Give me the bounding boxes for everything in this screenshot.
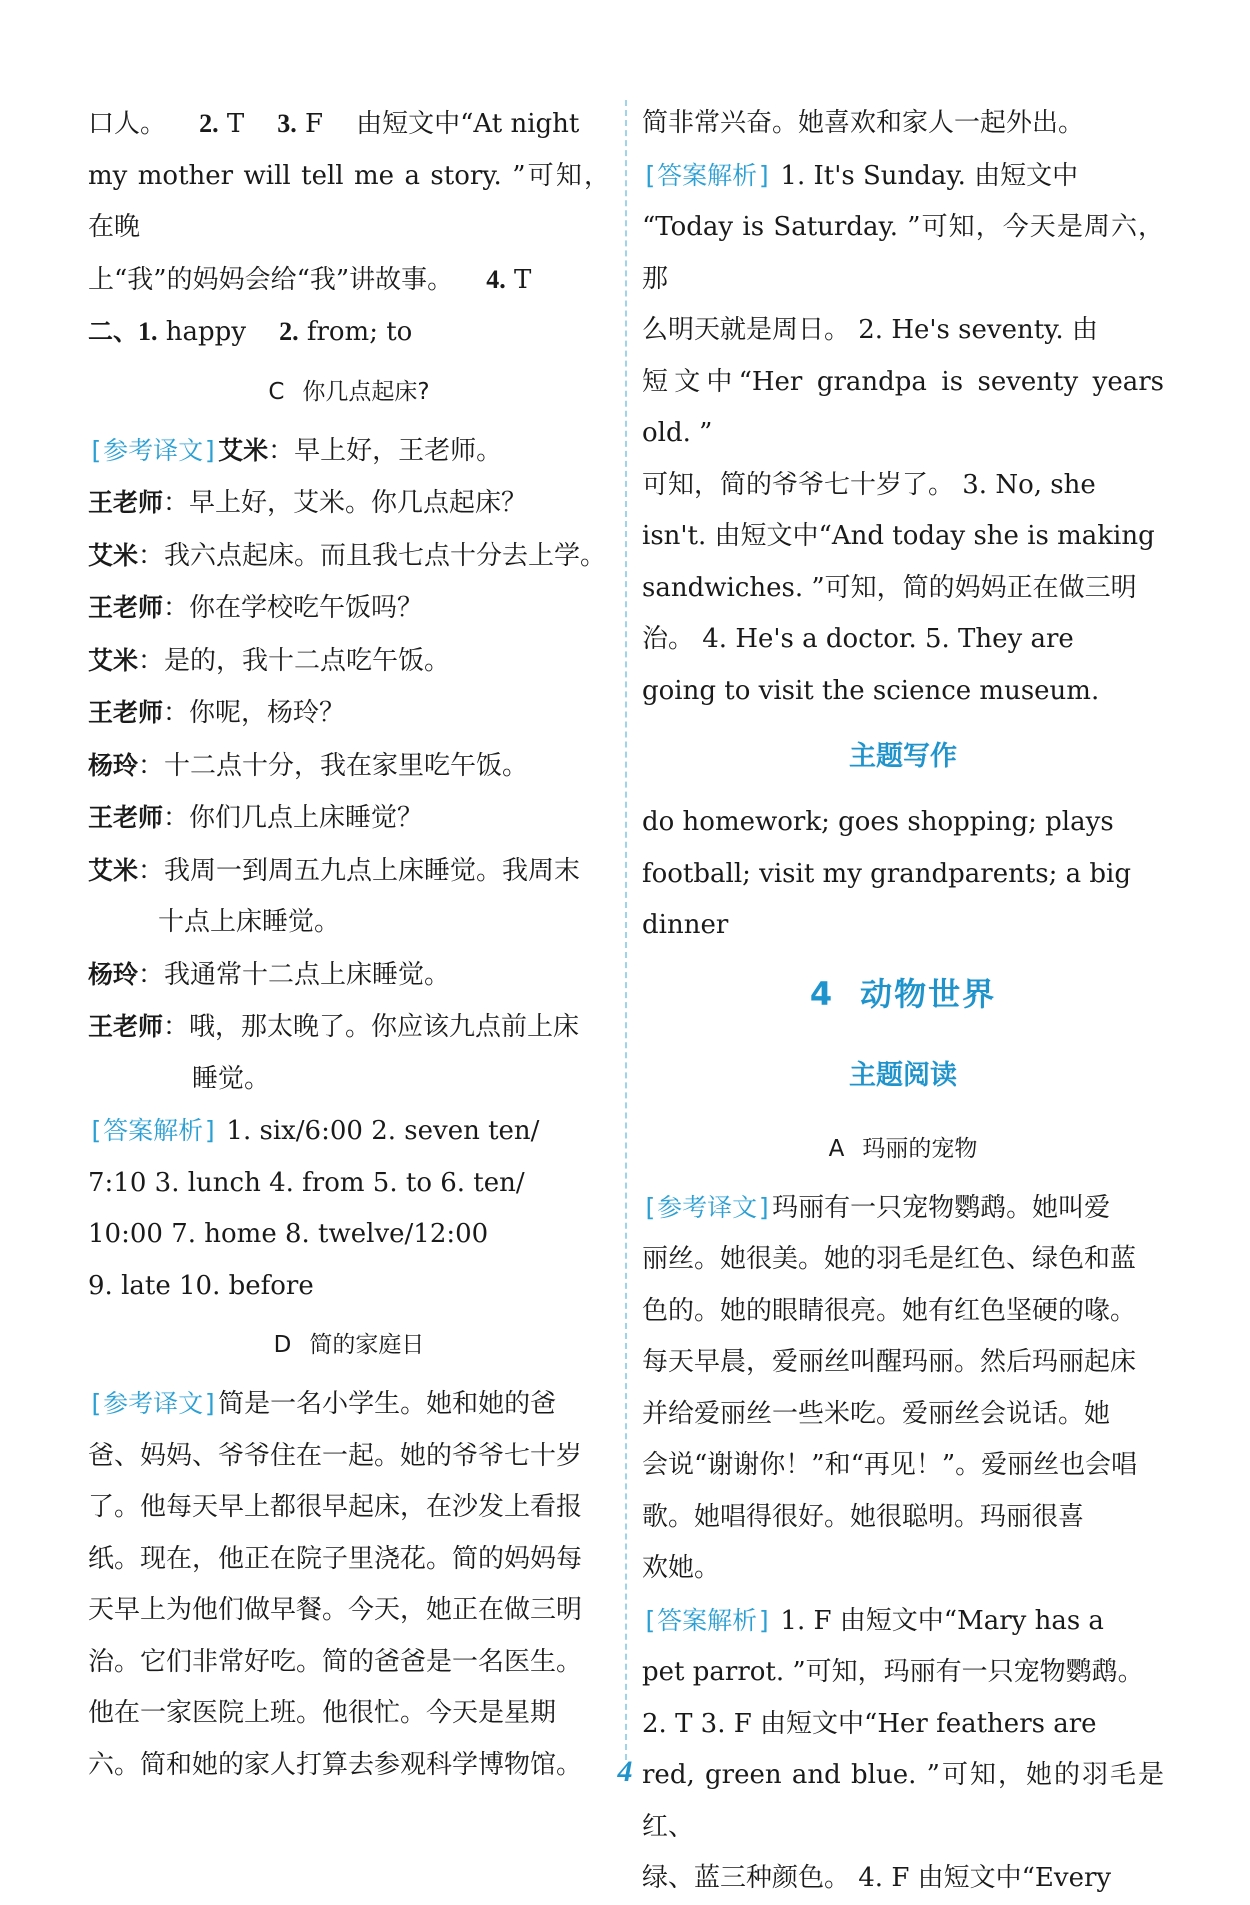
- writing-line: dinner: [642, 910, 729, 940]
- writing-line: do homework; goes shopping; plays: [642, 807, 1114, 837]
- dialog-line: 艾米：我六点起床。而且我七点十分去上学。: [88, 540, 607, 571]
- answer-line: 10:00 7. home 8. twelve/12:00: [88, 1219, 489, 1249]
- dialog-line: 艾米：是的，我十二点吃午饭。: [88, 645, 451, 676]
- section-d-title: D 简的家庭日: [273, 1332, 425, 1358]
- answer-analysis-tag: [答案解析]: [642, 160, 773, 190]
- section-c-title: C 你几点起床?: [268, 378, 430, 405]
- answer-line: 治。 4. He's a doctor. 5. They are: [642, 624, 1074, 654]
- translation-line: 爸、妈妈、爷爷住在一起。她的爷爷七十岁: [88, 1440, 583, 1471]
- translation-line: 简非常兴奋。她喜欢和家人一起外出。: [642, 108, 1085, 138]
- right-column: [642, 98, 1164, 1905]
- reference-translation-tag: [参考译文]: [88, 435, 219, 465]
- answer-line: 绿、蓝三种颜色。 4. F 由短文中“Every: [642, 1863, 1112, 1893]
- dialog-line: 杨玲：我通常十二点上床睡觉。: [88, 959, 451, 990]
- translation-line: 丽丝。她很美。她的羽毛是红色、绿色和蓝: [642, 1244, 1137, 1274]
- answer-line: 上“我”的妈妈会给“我”讲故事。 4. T: [88, 264, 532, 295]
- dialog-line: 王老师：你们几点上床睡觉？: [88, 803, 424, 833]
- translation-line: [参考译文]简是一名小学生。她和她的爸: [88, 1389, 557, 1419]
- dialog-line: 王老师：哦，那太晚了。你应该九点前上床: [88, 1012, 580, 1042]
- translation-line: 他在一家医院上班。他很忙。今天是星期: [88, 1698, 557, 1728]
- reference-translation-tag: [参考译文]: [88, 1389, 219, 1418]
- answer-line: [答案解析] 1. six/6:00 2. seven ten/: [88, 1116, 540, 1146]
- dialog-continuation: 睡觉。: [192, 1063, 271, 1094]
- translation-line: 纸。现在，他正在院子里浇花。简的妈妈每: [88, 1543, 583, 1574]
- dialog-line: 王老师：你在学校吃午饭吗？: [88, 593, 424, 623]
- answer-line: red, green and blue. ”可知，她的羽毛是红、: [642, 1760, 1164, 1842]
- answer-line: isn't. 由短文中“And today she is making: [642, 521, 1155, 551]
- translation-line: 六。简和她的家人打算去参观科学博物馆。: [88, 1749, 583, 1780]
- answer-line: 可知，简的爷爷七十岁了。 3. No, she: [642, 469, 1096, 500]
- translation-line: 欢她。: [642, 1553, 721, 1583]
- dialog-line: [参考译文]艾米：早上好，王老师。: [88, 435, 503, 466]
- answer-line: my mother will tell me a story. ”可知，在晚: [88, 160, 610, 242]
- part-two-answers: 二、1. happy 2. from; to: [88, 317, 413, 347]
- translation-line: 色的。她的眼睛很亮。她有红色坚硬的喙。: [642, 1295, 1137, 1326]
- writing-line: football; visit my grandparents; a big: [642, 858, 1132, 889]
- reading-heading: 主题阅读: [849, 1059, 957, 1091]
- answer-analysis-tag: [答案解析]: [88, 1116, 219, 1145]
- unit-heading: 4 动物世界: [809, 974, 997, 1013]
- translation-line: 歌。她唱得很好。她很聪明。玛丽很喜: [642, 1501, 1085, 1532]
- translation-line: 天早上为他们做早餐。今天，她正在做三明: [88, 1595, 583, 1625]
- translation-line: 治。它们非常好吃。简的爸爸是一名医生。: [88, 1646, 583, 1677]
- dialog-line: 王老师：你呢，杨玲？: [88, 698, 346, 728]
- answer-line: 口人。 2. T 3. F 由短文中“At night: [88, 109, 580, 139]
- translation-line: [参考译文]玛丽有一只宠物鹦鹉。她叫爱: [642, 1192, 1111, 1223]
- section-a-title: A 玛丽的宠物: [828, 1135, 978, 1162]
- answer-line: 2. T 3. F 由短文中“Her feathers are: [642, 1708, 1097, 1739]
- reference-translation-tag: [参考译文]: [642, 1192, 773, 1222]
- translation-line: 了。他每天早上都很早起床，在沙发上看报: [88, 1492, 583, 1522]
- answer-analysis-tag: [答案解析]: [642, 1605, 773, 1635]
- answer-line: sandwiches. ”可知，简的妈妈正在做三明: [642, 572, 1137, 603]
- translation-line: 每天早晨，爱丽丝叫醒玛丽。然后玛丽起床: [642, 1347, 1137, 1377]
- answer-line: pet parrot. ”可知，玛丽有一只宠物鹦鹉。: [642, 1657, 1144, 1687]
- answer-line: 么明天就是周日。 2. He's seventy. 由: [642, 315, 1098, 345]
- dialog-line: 艾米：我周一到周五九点上床睡觉。我周末: [88, 855, 581, 886]
- dialog-line: 王老师：早上好，艾米。你几点起床？: [88, 488, 528, 518]
- page-number: 4: [617, 1755, 633, 1788]
- answer-line: “Today is Saturday. ”可知，今天是周六，那: [642, 212, 1164, 294]
- answer-line: 9. late 10. before: [88, 1270, 314, 1301]
- answer-line: going to visit the science museum.: [642, 675, 1100, 706]
- answer-line: 7:10 3. lunch 4. from 5. to 6. ten/: [88, 1167, 525, 1198]
- translation-line: 并给爱丽丝一些米吃。爱丽丝会说话。她: [642, 1398, 1111, 1429]
- answer-line: 短文中“Her grandpa is seventy years old. ”: [642, 366, 1164, 448]
- left-column: [88, 98, 610, 1791]
- dialog-line: 杨玲：十二点十分，我在家里吃午饭。: [88, 750, 529, 781]
- answer-line: [答案解析] 1. It's Sunday. 由短文中: [642, 160, 1079, 191]
- writing-heading: 主题写作: [849, 741, 957, 772]
- dialog-continuation: 十点上床睡觉。: [158, 907, 341, 937]
- column-divider: [625, 100, 627, 1760]
- translation-line: 会说“谢谢你！”和“再见！”。爱丽丝也会唱: [642, 1450, 1138, 1480]
- answer-line: [答案解析] 1. F 由短文中“Mary has a: [642, 1605, 1104, 1636]
